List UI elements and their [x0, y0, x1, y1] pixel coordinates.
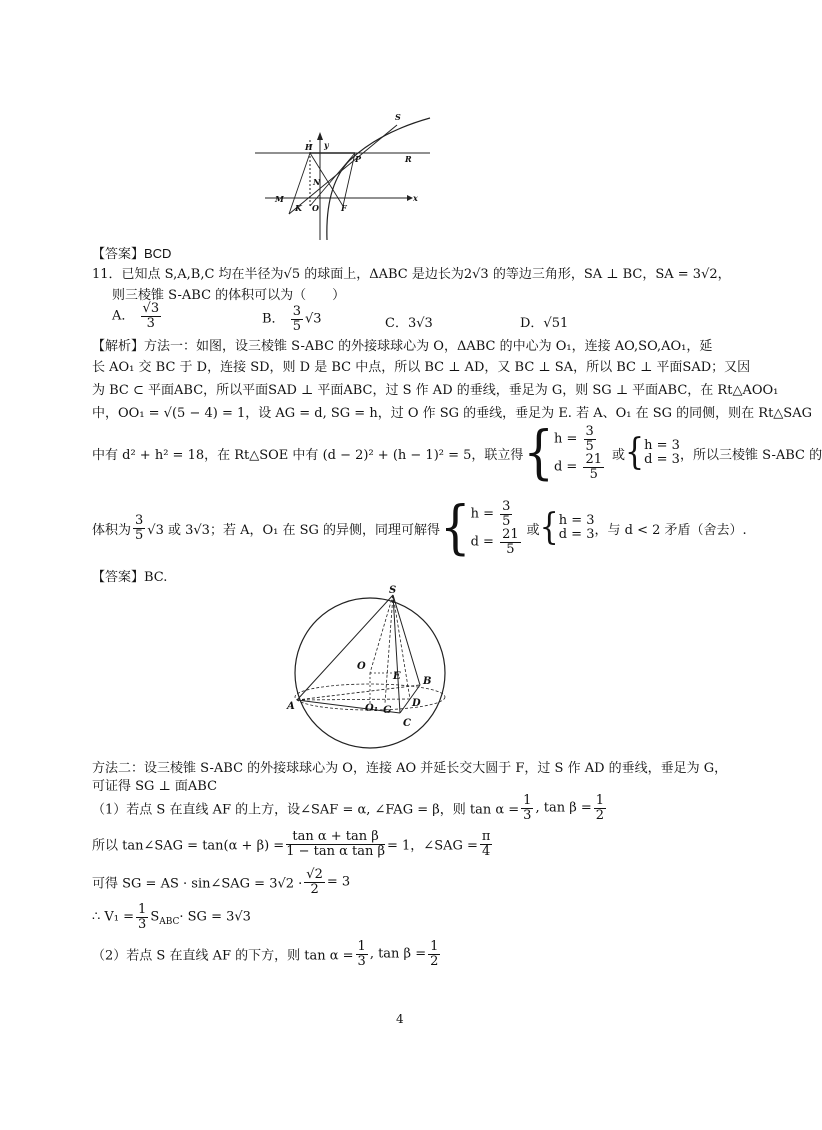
m2-l5-a: 可得 SG = AS · sin∠SAG = 3√2 · [92, 876, 303, 892]
m2-l4-num: tan α + tan β [286, 830, 385, 845]
sys2-h: h = 3 [644, 437, 680, 453]
analysis-line-5-a: 中有 d² + h² = 18，在 Rt△SOE 中有 (d − 2)² + (h − 1)² = 5，联立得 [92, 447, 524, 463]
m2-l7-d2: 2 [430, 953, 439, 969]
analysis-line-4: 中，OO₁ = √(5 − 4) = 1，设 AG = d, SG = h，过 O 作 SG 的垂线，垂足为 E. 若 A、O₁ 在 SG 的同侧，则在 Rt△SAG [92, 406, 812, 421]
fig2-label-b: B [423, 676, 432, 687]
option-b-numerator: 3 [292, 304, 301, 319]
sys-h-den: 5 [585, 438, 594, 454]
option-b-label: B． [262, 311, 285, 327]
fig2-label-d: D [412, 698, 421, 709]
m2-l7-n2: 1 [430, 939, 439, 954]
answer-2: 【答案】BC. [92, 570, 168, 585]
m2-l6-den: 3 [138, 916, 147, 932]
m2-l4-n2: π [481, 829, 491, 844]
analysis-line-6: 体积为 $\frac{3}{5}$ √3 或 3√3；若 A，O₁ 在 SG 的异侧，同理可解得{ h = $\frac{3}{5}$ d = $\frac{21}{5}$ 或{ h = 3 d = 3 ，与 d < 2 矛盾（舍去）. [92, 494, 747, 562]
m2-l7-a: （2）若点 S 在直线 AF 的下方，则 tan α = [92, 948, 354, 964]
fig1-label-m: M [275, 194, 284, 204]
m2-l5-b: = 3 [326, 874, 351, 890]
analysis-line-6-a: 体积为 [92, 522, 132, 538]
option-b-tail: √3 [304, 311, 322, 327]
m2-l6-b: S [150, 909, 160, 925]
analysis-line-5-c: ，所以三棱锥 S-ABC 的 [679, 447, 822, 463]
option-a-label: A． [112, 308, 135, 324]
sys-h-label: h = [553, 431, 578, 447]
method2-line-2: 可证得 SG ⊥ 面ABC [92, 779, 218, 794]
sys-d-label: d = [553, 459, 578, 475]
fig2-label-s: S [389, 585, 397, 596]
option-a-denominator: 3 [146, 315, 155, 331]
option-a [112, 302, 163, 330]
fig1-label-p: P [355, 154, 362, 164]
method2-line-3 [92, 794, 608, 822]
coordinate-figure [255, 110, 435, 242]
option-c: C．3√3 [385, 316, 433, 331]
method2-line-5 [92, 868, 350, 896]
m2-l5-num: √2 [306, 867, 323, 882]
sphere-figure [285, 585, 455, 750]
m2-l3-n1: 1 [523, 793, 532, 808]
question-11-line-2: 则三棱锥 S-ABC 的体积可以为（ ） [112, 288, 346, 303]
fig2-label-g: G [383, 705, 392, 716]
m2-l3-d2: 2 [595, 807, 605, 823]
answer-1: 【答案】BCD [92, 246, 172, 261]
analysis-line-5-or: 或 [612, 447, 626, 463]
m2-l3-a: （1）若点 S 在直线 AF 的上方，设∠SAF = α, ∠FAG = β，则 tan α = [92, 802, 520, 818]
fig1-label-x: x [413, 193, 418, 203]
fig1-label-f: F [341, 203, 347, 213]
m2-l6-a: ∴ V₁ = [92, 909, 135, 925]
m2-l4-d2: 4 [482, 843, 491, 859]
m2-l5-den: 2 [310, 881, 319, 897]
m2-l3-n2: 1 [595, 793, 605, 808]
m2-l4-b: = 1，∠SAG = [387, 838, 478, 854]
analysis-line-2: 长 AO₁ 交 BC 于 D，连接 SD，则 D 是 BC 中点，所以 BC ⊥ AD，又 BC ⊥ SA，所以 BC ⊥ 平面SAD；又因 [92, 360, 751, 375]
fig1-label-h: H [305, 142, 313, 152]
fig2-label-o1: O₁ [365, 703, 379, 714]
analysis-line-1: 【解析】方法一：如图，设三棱锥 S-ABC 的外接球球心为 O，ΔABC 的中心为 O₁，连接 AO,SO,AO₁，延 [92, 339, 713, 354]
analysis-line-5: 中有 d² + h² = 18，在 Rt△SOE 中有 (d − 2)² + (h − 1)² = 5，联立得{ h = $\frac{3}{5}$ d = $\frac{21}{5}$ 或{ h = 3 d = 3 ，所以三棱锥 S-ABC 的 [92, 419, 822, 487]
option-d: D．√51 [520, 316, 569, 331]
sys-h-num: 3 [585, 424, 594, 439]
analysis-line-6-d: ，与 d < 2 矛盾（舍去）. [594, 522, 747, 538]
m2-l4-den: 1 − tan α tan β [286, 843, 386, 859]
m2-l3-b: , tan β = [535, 800, 592, 816]
fig2-label-e: E [393, 671, 401, 682]
method2-line-6 [92, 903, 251, 931]
m2-l7-b: , tan β = [369, 946, 427, 962]
m2-l6-sub: ABC [159, 917, 180, 928]
m2-l6-num: 1 [138, 902, 147, 917]
fig1-label-y: y [324, 140, 329, 150]
m2-l7-d1: 3 [357, 953, 366, 969]
m2-l4-a: 所以 tan∠SAG = tan(α + β) = [92, 838, 285, 854]
method2-line-7 [92, 940, 442, 968]
m2-l6-c: · SG = 3√3 [179, 909, 251, 925]
analysis-line-6-den: 5 [135, 527, 144, 543]
analysis-line-6-b: √3 或 3√3；若 A，O₁ 在 SG 的异侧，同理可解得 [147, 522, 441, 538]
option-b [262, 305, 322, 333]
method2-line-4 [92, 830, 494, 858]
option-a-numerator: √3 [142, 301, 160, 316]
fig1-label-r: R [405, 154, 412, 164]
fig2-label-a: A [287, 701, 295, 712]
method2-line-1: 方法二：设三棱锥 S-ABC 的外接球球心为 O，连接 AO 并延长交大圆于 F，过 S 作 AD 的垂线，垂足为 G， [92, 761, 728, 776]
fig1-label-n: N [313, 177, 321, 187]
analysis-line-6-or: 或 [526, 522, 540, 538]
fig1-label-s: S [395, 112, 401, 122]
option-b-denominator: 5 [292, 318, 301, 334]
sys2-d: d = 3 [644, 452, 680, 468]
sys-d-num: 21 [585, 452, 603, 468]
m2-l7-n1: 1 [357, 939, 366, 954]
fig2-label-o: O [357, 661, 366, 672]
sys-d-den: 5 [589, 466, 598, 482]
analysis-line-3: 为 BC ⊂ 平面ABC，所以平面SAD ⊥ 平面ABC，过 S 作 AD 的垂线，垂足为 G，则 SG ⊥ 平面ABC，在 Rt△AOO₁ [92, 383, 779, 398]
m2-l3-d1: 3 [523, 807, 532, 823]
fig1-label-k: K [295, 203, 302, 213]
fig2-label-c: C [403, 718, 411, 729]
page-number: 4 [396, 1012, 404, 1026]
question-11-line-1: 11．已知点 S,A,B,C 均在半径为√5 的球面上，ΔABC 是边长为2√3 的等边三角形，SA ⊥ BC，SA = 3√2， [92, 267, 731, 282]
analysis-line-6-num: 3 [135, 513, 144, 529]
fig1-label-o: O [312, 203, 319, 213]
